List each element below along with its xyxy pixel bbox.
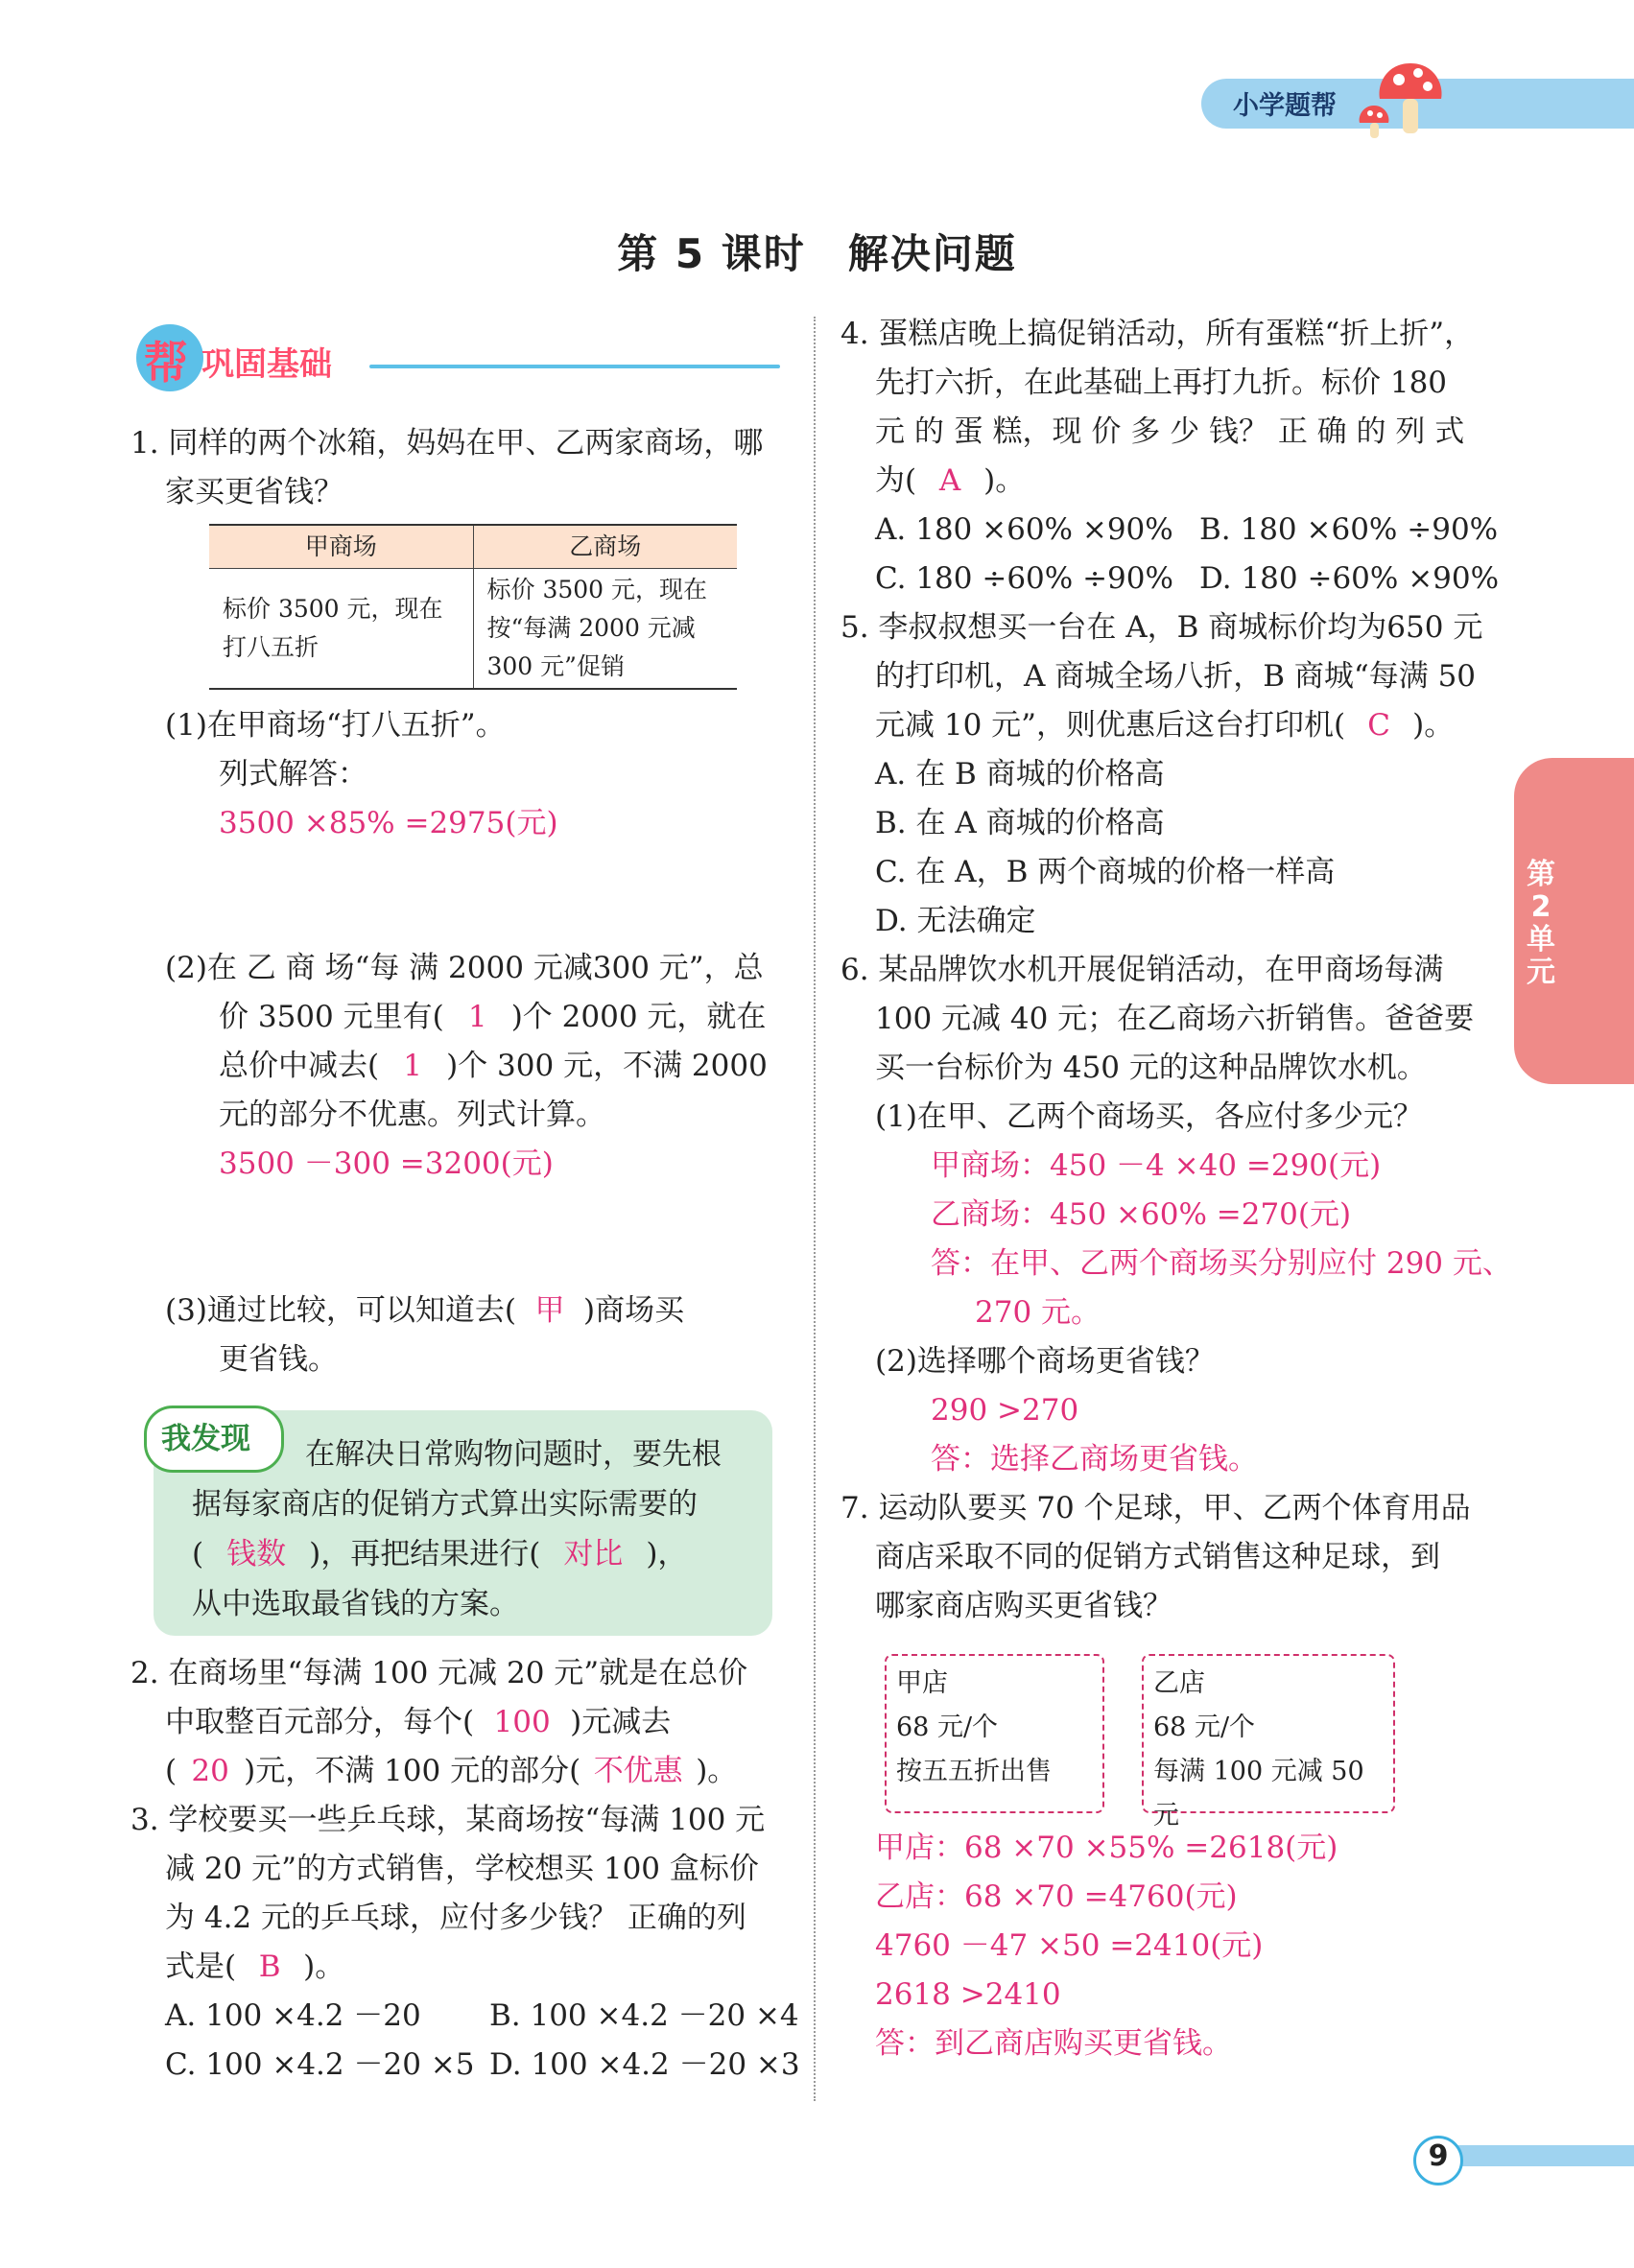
page-title: 第 5 课时 解决问题 [617,230,1017,277]
answer-blank: A [938,463,961,498]
q6-part2: (2)选择哪个商场更省钱？ [875,1344,1215,1379]
q5-option-a: A. 在 B 商城的价格高 [875,757,1165,791]
q7-line1: 7. 运动队要买 70 个足球，甲、乙两个体育用品 [841,1491,1471,1525]
q7-line2: 商店采取不同的促销方式销售这种足球，到 [875,1540,1440,1574]
q7-answer4: 2618 >2410 [875,1977,1061,2012]
answer-blank: 钱数 [226,1537,287,1571]
answer-blank: 1 [467,1000,487,1034]
q6-answer3: 答：在甲、乙两个商场买分别应付 290 元、 [931,1246,1512,1281]
discovery-line4: 从中选取最省钱的方案。 [192,1587,519,1621]
q7-answer5: 答：到乙商店购买更省钱。 [875,2026,1232,2061]
answer-blank: 甲 [534,1293,565,1328]
q6-answer4: 270 元。 [975,1295,1101,1330]
q1-part1: (1)在甲商场“打八五折”。 [165,708,506,743]
discovery-line1: 在解决日常购物问题时，要先根 [305,1437,722,1472]
page-number: 9 [1428,2139,1449,2173]
q4-option-a: A. 180 ×60% ×90% [875,512,1173,547]
section-title: 巩固基础 [201,345,332,384]
q2-line3: ( 20 )元，不满 100 元的部分( 不优惠 )。 [165,1746,737,1796]
q6-answer5: 290 >270 [931,1393,1079,1428]
table-cell-a: 标价 3500 元，现在 打八五折 [209,569,473,690]
section-badge-char: 帮 [144,337,188,389]
q7-line3: 哪家商店购买更省钱？ [875,1589,1172,1623]
q6-line1: 6. 某品牌饮水机开展促销活动，在甲商场每满 [841,953,1444,987]
q1-part2-line2: 价 3500 元里有( 1 )个 2000 元，就在 [219,992,766,1042]
q1-part3-line2: 更省钱。 [219,1342,338,1377]
q4-option-b: B. 180 ×60% ÷90% [1199,512,1499,547]
q3-line2: 减 20 元”的方式销售，学校想买 100 盒标价 [165,1852,759,1886]
table-cell-b: 标价 3500 元，现在 按“每满 2000 元减 300 元”促销 [473,569,737,690]
store-a-card [885,1654,1104,1813]
q2-line2: 中取整百元部分，每个( 100 )元减去 [165,1697,671,1747]
q4-line2: 先打六折，在此基础上再打九折。标价 180 [875,366,1448,400]
column-divider [814,317,816,2101]
q7-answer3: 4760 －47 ×50 =2410(元) [875,1928,1264,1963]
q3-option-d: D. 100 ×4.2 －20 ×3 [489,2047,800,2082]
answer-blank: C [1367,708,1390,743]
discovery-line3: ( 钱数 )，再把结果进行( 对比 )， [192,1529,687,1579]
q1-part2-line1: (2)在 乙 商 场“每 满 2000 元减300 元”，总 [165,951,764,985]
answer-blank: 不优惠 [593,1754,683,1788]
q7-answer2: 乙店：68 ×70 =4760(元) [875,1879,1238,1914]
q4-line4: 为( A )。 [875,456,1025,506]
section-underline [369,365,780,368]
store-a-price: 68 元/个 [896,1713,999,1742]
q5-line1: 5. 李叔叔想买一台在 A，B 商城标价均为650 元 [841,610,1483,645]
q3-option-b: B. 100 ×4.2 －20 ×4 [489,1998,799,2033]
q6-part1: (1)在甲、乙两个商场买，各应付多少元？ [875,1099,1423,1134]
q5-line3: 元减 10 元”，则优惠后这台打印机( C )。 [875,700,1454,750]
q6-line3: 买一台标价为 450 元的这种品牌饮水机。 [875,1051,1427,1085]
q1-line1: 1. 同样的两个冰箱，妈妈在甲、乙两家商场，哪 [130,426,764,461]
unit-side-tab-label: 第2单元 [1527,858,1555,989]
q1-part2-line3: 总价中减去( 1 )个 300 元，不满 2000 [219,1041,768,1091]
store-a-name: 甲店 [896,1668,948,1698]
discovery-line2: 据每家商店的促销方式算出实际需要的 [192,1487,698,1522]
q4-line1: 4. 蛋糕店晚上搞促销活动，所有蛋糕“折上折”， [841,317,1475,351]
q3-line1: 3. 学校要买一些乒乓球，某商场按“每满 100 元 [130,1803,766,1837]
q4-option-d: D. 180 ÷60% ×90% [1199,561,1500,596]
answer-blank: 1 [403,1049,422,1083]
store-b-promo: 每满 100 元减 50 元 [1153,1757,1364,1831]
q5-line2: 的打印机，A 商城全场八折，B 商城“每满 50 [875,659,1477,694]
q5-option-c: C. 在 A，B 两个商城的价格一样高 [875,855,1336,889]
mushroom-icon [1353,56,1458,142]
q6-line2: 100 元减 40 元；在乙商场六折销售。爸爸要 [875,1002,1475,1036]
q4-line3: 元 的 蛋 糕，现 价 多 少 钱？ 正 确 的 列 式 [875,414,1465,449]
answer-blank: 100 [493,1705,551,1739]
brand-label: 小学题帮 [1233,91,1337,121]
discovery-badge-label: 我发现 [161,1422,250,1456]
q1-part2-answer: 3500 －300 =3200(元) [219,1146,554,1181]
q7-answer1: 甲店：68 ×70 ×55% =2618(元) [875,1831,1338,1865]
q1-line2: 家买更省钱？ [165,475,343,509]
store-b-card [1142,1654,1395,1831]
store-b-price: 68 元/个 [1153,1713,1256,1742]
q3-line3: 为 4.2 元的乒乓球，应付多少钱？ 正确的列 [165,1901,746,1935]
q3-line4: 式是( B )。 [165,1942,344,1992]
q3-option-c: C. 100 ×4.2 －20 ×5 [165,2047,475,2082]
table-header-b: 乙商场 [473,525,737,569]
q6-answer6: 答：选择乙商场更省钱。 [931,1442,1258,1477]
q6-answer2: 乙商场：450 ×60% =270(元) [931,1197,1352,1232]
q2-line1: 2. 在商场里“每满 100 元减 20 元”就是在总价 [130,1656,748,1690]
q4-option-c: C. 180 ÷60% ÷90% [875,561,1173,596]
q5-option-d: D. 无法确定 [875,904,1036,938]
q3-option-a: A. 100 ×4.2 －20 [165,1998,421,2033]
answer-blank: 20 [191,1754,229,1788]
answer-blank: B [258,1949,281,1984]
mall-compare-table [209,524,737,690]
q1-part1-sub: 列式解答： [219,757,367,791]
q6-answer1: 甲商场：450 －4 ×40 =290(元) [931,1148,1382,1183]
store-b-name: 乙店 [1153,1668,1205,1698]
q1-part1-answer: 3500 ×85% =2975(元) [219,806,558,840]
q5-option-b: B. 在 A 商城的价格高 [875,806,1165,840]
store-a-promo: 按五五折出售 [896,1757,1052,1786]
q1-part3-line1: (3)通过比较，可以知道去( 甲 )商场买 [165,1286,684,1335]
q1-part2-line4: 元的部分不优惠。列式计算。 [219,1098,605,1132]
table-header-a: 甲商场 [209,525,473,569]
answer-blank: 对比 [563,1537,624,1571]
